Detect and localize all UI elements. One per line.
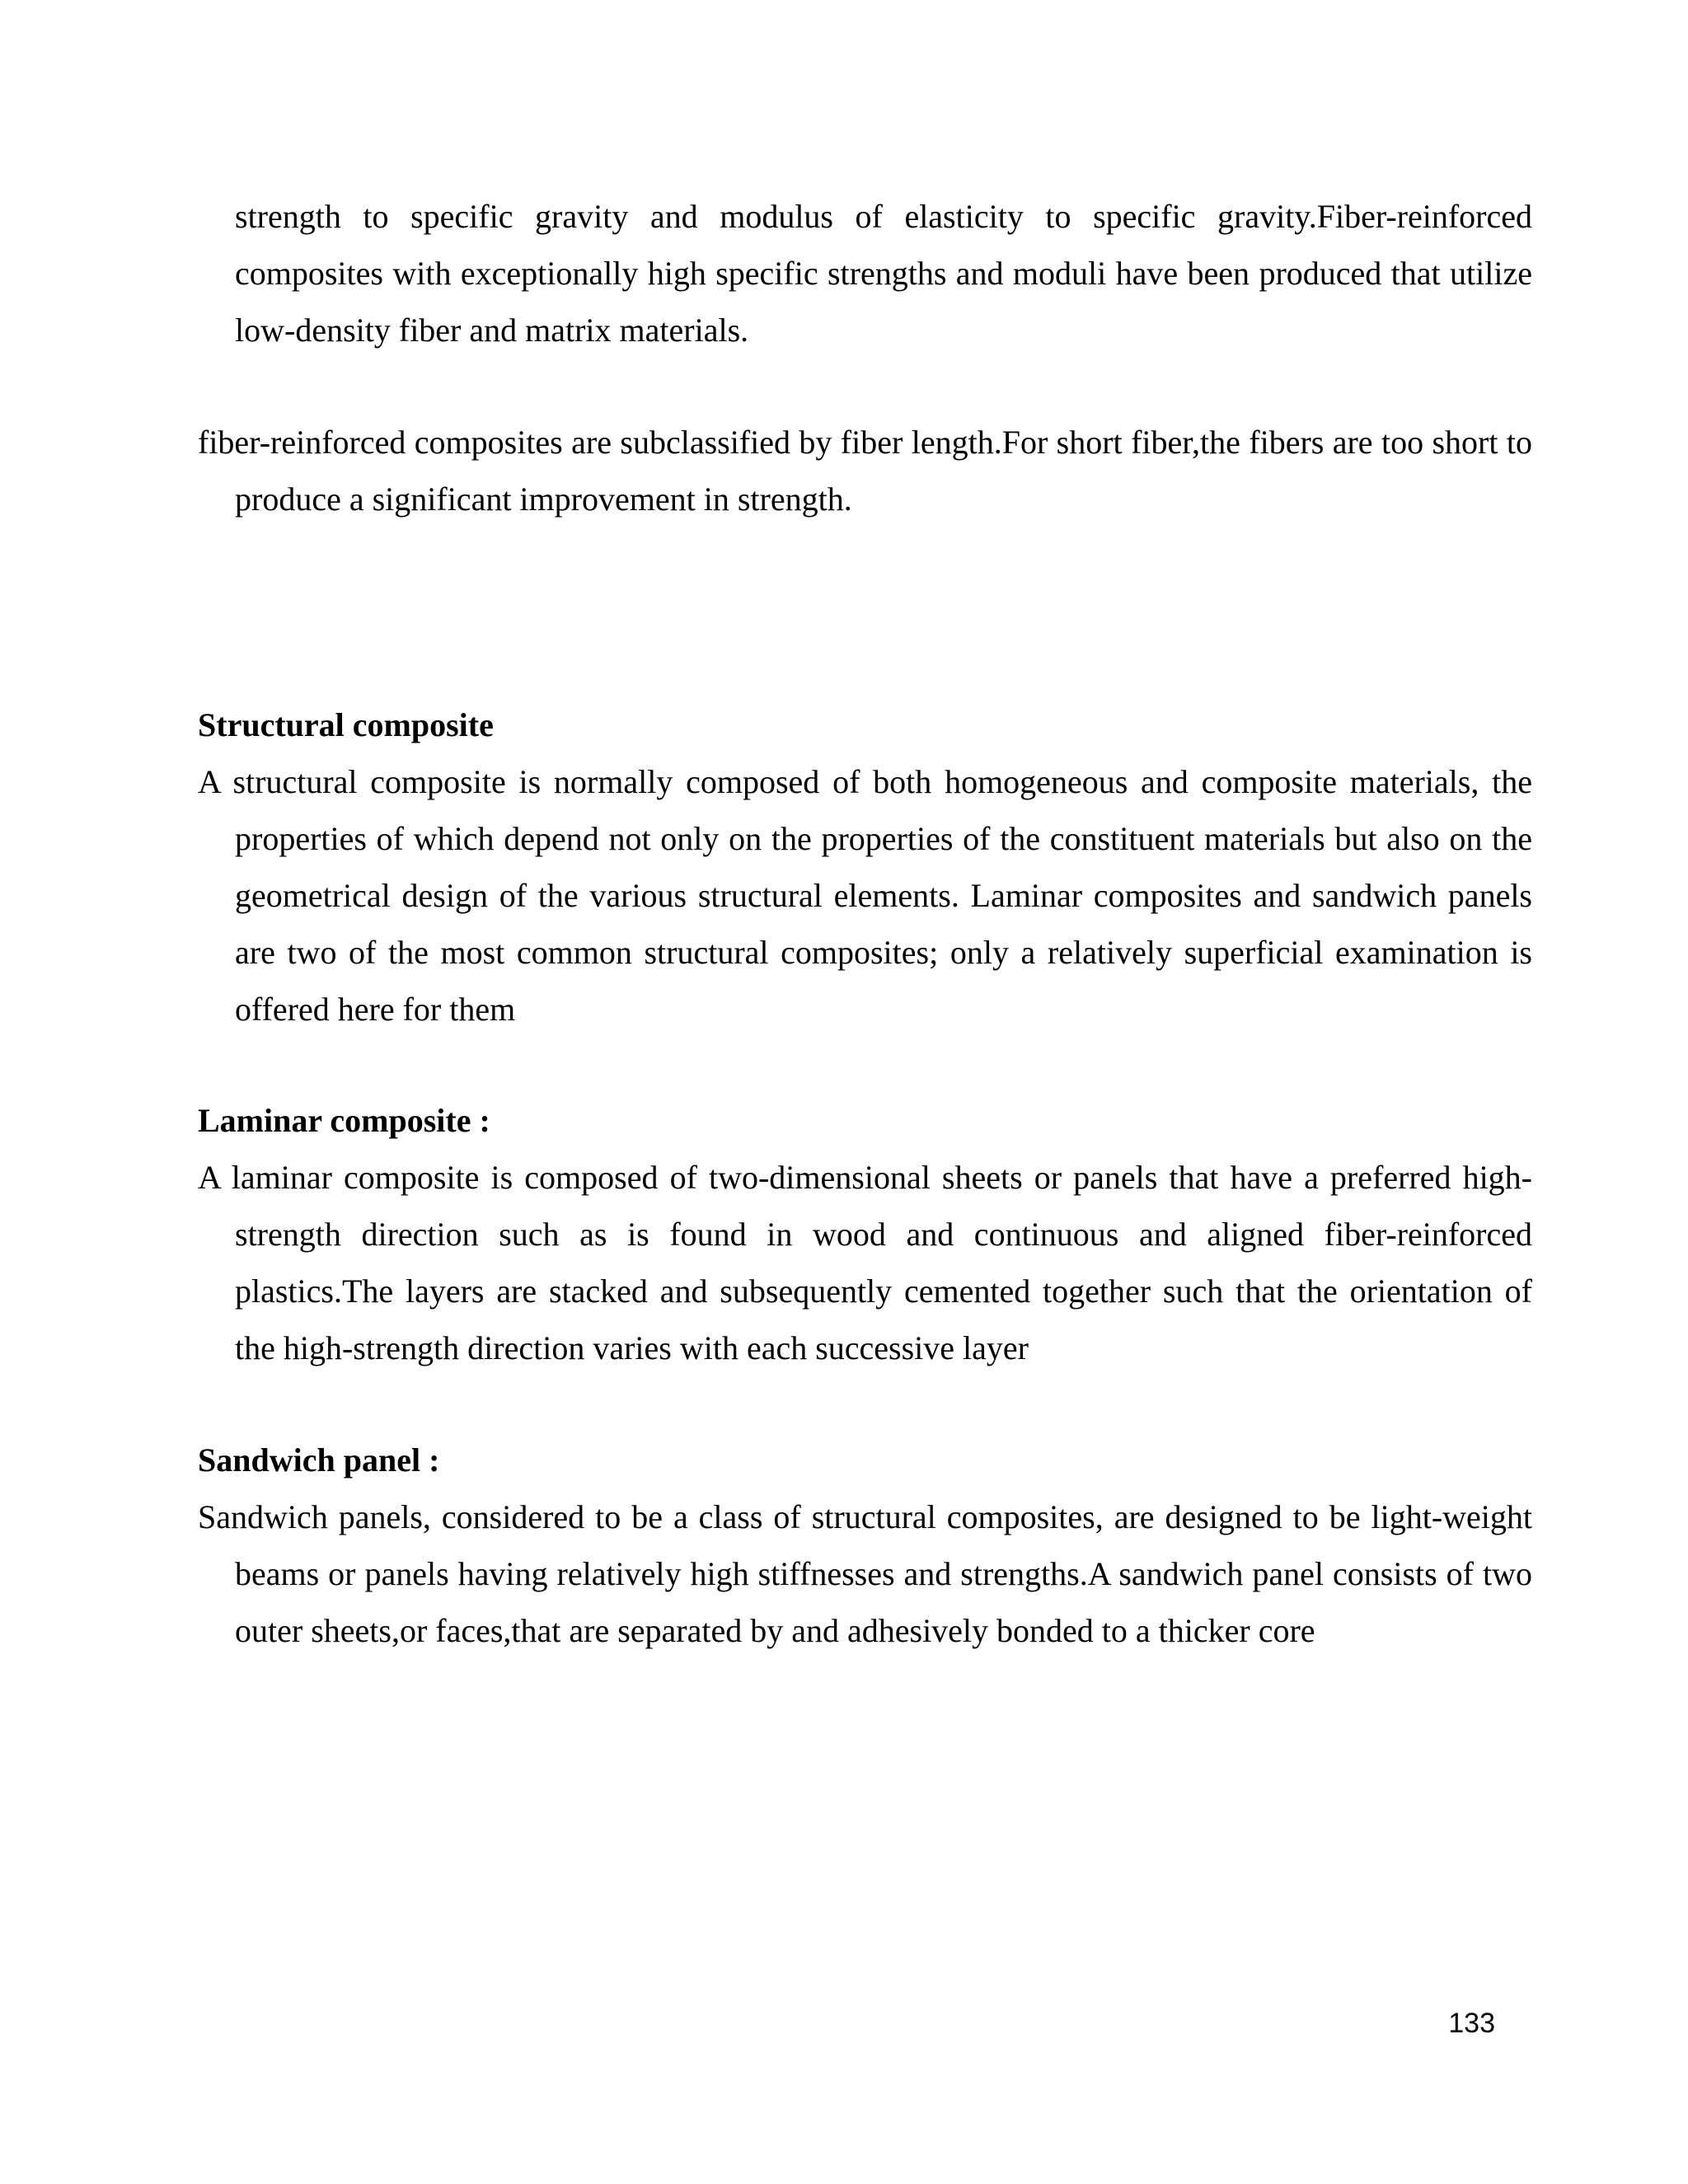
section-heading-laminar-composite: Laminar composite :	[198, 1102, 490, 1139]
continued-paragraph: strength to specific gravity and modulus of elasticity to specific gravity.Fiber-reinforced composites with exceptionally high specific strengths and moduli have been produced that utilize low-density fiber and matrix materials.	[235, 198, 1532, 349]
page-number: 133	[1448, 2008, 1495, 2039]
section-heading-sandwich-panel: Sandwich panel :	[198, 1441, 440, 1479]
section-body-sandwich-panel: Sandwich panels, considered to be a class of structural composites, are designed to be light-weight beams or panels having relatively high stiffnesses and strengths.A sandwich panel consists of two outer sheets,or faces,that are separated by and adhesively bonded to a thicker core	[198, 1498, 1532, 1649]
section-heading-structural-composite: Structural composite	[198, 706, 494, 743]
section-body-laminar-composite: A laminar composite is composed of two-dimensional sheets or panels that have a preferred high-strength direction such as is found in wood and continuous and aligned fiber-reinforced plastics.The layers are stacked and subsequently cemented together such that the orientation of the high-strength direction varies with each successive layer	[198, 1159, 1532, 1366]
section-body-structural-composite: A structural composite is normally composed of both homogeneous and composite materials, the properties of which depend not only on the properties of the constituent materials but also on the geometrical design of the various structural elements. Laminar composites and sandwich panels are two of the most common structural composites; only a relatively superficial examination is offered here for them	[198, 763, 1532, 1028]
fiber-length-paragraph: fiber-reinforced composites are subclassified by fiber length.For short fiber,the fibers are too short to produce a significant improvement in strength.	[198, 424, 1532, 518]
